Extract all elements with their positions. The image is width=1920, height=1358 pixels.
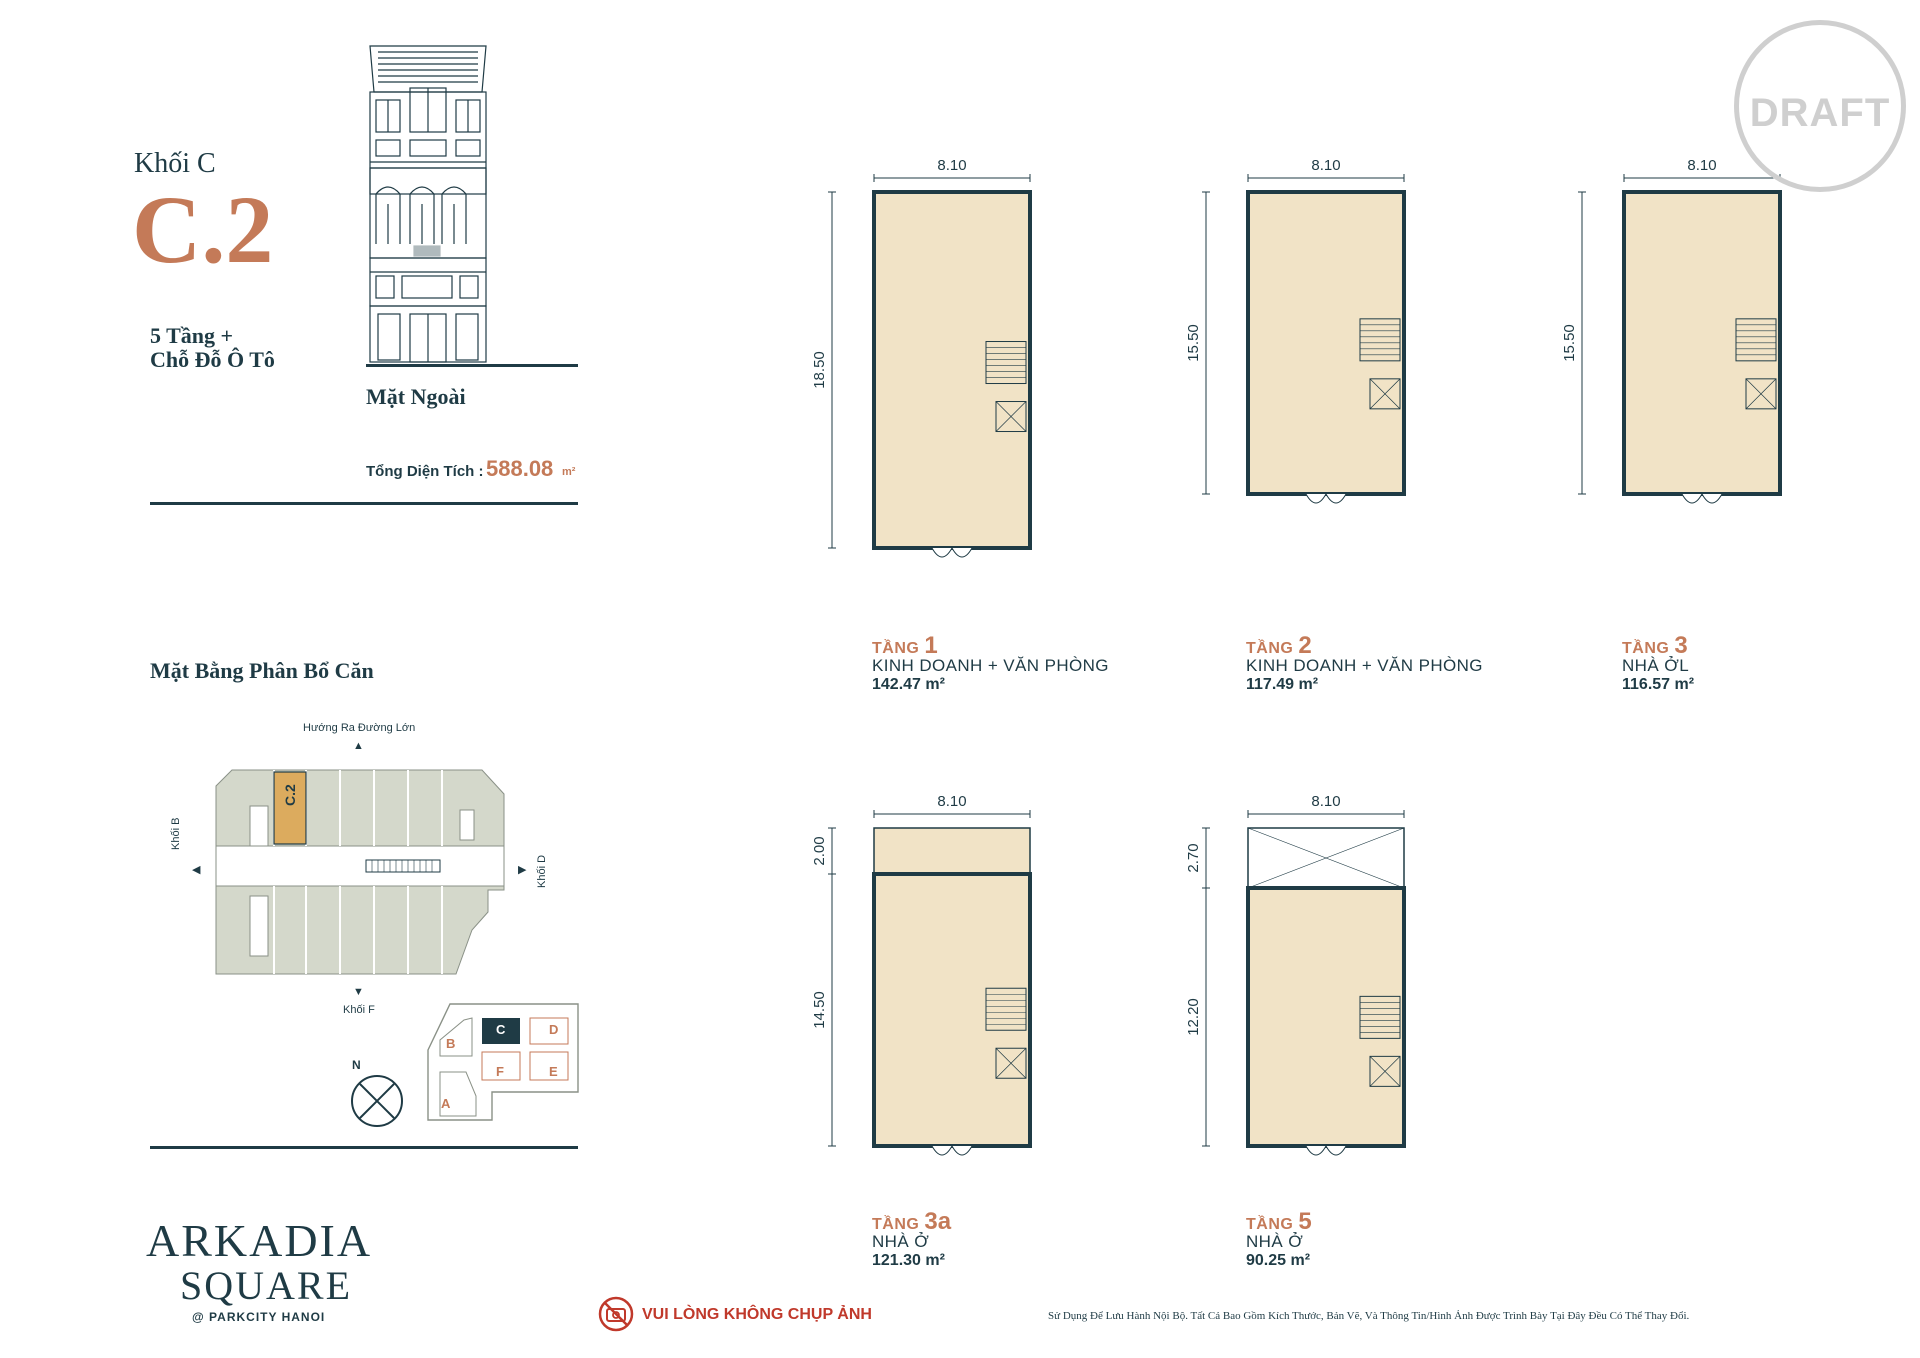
- arrow-down-icon: ▼: [353, 986, 364, 998]
- width-dimension-label: 8.10: [937, 157, 967, 174]
- floors-line-1: 5 Tầng +: [150, 323, 234, 348]
- floor-label: TẦNG: [872, 640, 920, 657]
- total-area-value: 588.08: [486, 456, 554, 481]
- plan-area-t1: 142.47 m²: [872, 676, 945, 693]
- arrow-left-icon: ◀: [192, 864, 201, 876]
- plan-use-t3: NHÀ ỞL: [1622, 656, 1690, 675]
- block-d-key: D: [549, 1022, 559, 1037]
- plan-use-t3a: NHÀ Ở: [872, 1232, 930, 1251]
- facade-caption: Mặt Ngoài: [366, 384, 466, 409]
- block-a-key: A: [441, 1096, 451, 1111]
- block-f-key: F: [496, 1064, 504, 1079]
- width-dimension-label: 8.10: [937, 793, 967, 810]
- floors-info: [150, 324, 275, 372]
- floors-line-2: Chỗ Đỗ Ô Tô: [150, 347, 275, 372]
- plan-area-t5: 90.25 m²: [1246, 1252, 1311, 1269]
- draft-stamp: [1734, 20, 1906, 192]
- brand-line-1: ARKADIA: [146, 1215, 373, 1266]
- site-plan-divider: [150, 1146, 578, 1149]
- block-e-key: E: [549, 1064, 558, 1079]
- depth-dimension-label: 2.70: [1185, 843, 1202, 873]
- balcony-zone: [874, 828, 1030, 874]
- north-road-label: Hướng Ra Đường Lớn: [303, 722, 416, 734]
- depth-dimension-label: 15.50: [1561, 324, 1578, 362]
- depth-dimension-label: 14.50: [811, 991, 828, 1029]
- no-camera-icon: [598, 1296, 634, 1332]
- block-c-key: C: [496, 1022, 506, 1037]
- width-dimension-label: 8.10: [1687, 157, 1717, 174]
- facade-ground-line: [366, 364, 578, 367]
- block-b-key: B: [446, 1036, 456, 1051]
- plan-use-t1: KINH DOANH + VĂN PHÒNG: [872, 656, 1109, 675]
- floor-number: 1: [924, 632, 938, 659]
- floor-slab: [874, 874, 1030, 1146]
- floor-number: 3a: [924, 1208, 952, 1235]
- floor-plan-t1: [794, 132, 1054, 618]
- header-divider: [150, 502, 578, 505]
- block-d-label: Khối D: [536, 854, 548, 888]
- unit-code: C.2: [132, 176, 274, 283]
- facade-elevation-drawing: [366, 44, 491, 366]
- width-dimension-label: 8.10: [1311, 157, 1341, 174]
- unit-tag-c2: C.2: [282, 784, 298, 806]
- site-plan-drawing: [216, 770, 506, 974]
- floor-plan-t3a: [794, 768, 1054, 1216]
- depth-dimension-label: 2.00: [811, 836, 828, 866]
- plan-area-t3: 116.57 m²: [1622, 676, 1695, 693]
- arrow-up-icon: ▲: [353, 740, 364, 752]
- floor-slab: [874, 192, 1030, 548]
- plan-use-t2: KINH DOANH + VĂN PHÒNG: [1246, 656, 1483, 675]
- floor-plan-t5: [1168, 768, 1428, 1216]
- floor-plan-t2: [1168, 132, 1428, 564]
- depth-dimension-label: 18.50: [811, 351, 828, 389]
- block-f-label: Khối F: [343, 1004, 375, 1016]
- floor-number: 5: [1298, 1208, 1312, 1235]
- disclaimer: Sử Dụng Để Lưu Hành Nội Bộ. Tất Cả Bao Gồm Kích Thước, Bản Vẽ, Và Thông Tin/Hình Ảnh Được Trình Bày Tại Đây Đều Có Thể Thay Đổi.: [1048, 1310, 1690, 1322]
- floor-label: TẦNG: [1622, 640, 1670, 657]
- block-b-label: Khối B: [170, 817, 182, 850]
- floor-number: 2: [1298, 632, 1312, 659]
- block-label: Khối C: [134, 148, 216, 179]
- floor-slab: [1248, 888, 1404, 1146]
- total-area-label: Tổng Diện Tích :: [366, 463, 484, 480]
- floor-label: TẦNG: [1246, 1216, 1294, 1233]
- brand-line-2: SQUARE: [180, 1263, 353, 1308]
- floor-number: 3: [1674, 632, 1688, 659]
- plan-use-t5: NHÀ Ở: [1246, 1232, 1304, 1251]
- depth-dimension-label: 15.50: [1185, 324, 1202, 362]
- depth-dimension-label: 12.20: [1185, 998, 1202, 1036]
- floor-label: TẦNG: [872, 1216, 920, 1233]
- floor-label: TẦNG: [1246, 640, 1294, 657]
- draft-stamp-text: DRAFT: [1749, 91, 1891, 135]
- compass-north-label: N: [352, 1058, 361, 1072]
- arrow-right-icon: ▶: [518, 864, 527, 876]
- plan-area-t2: 117.49 m²: [1246, 676, 1319, 693]
- no-photo-notice: VUI LÒNG KHÔNG CHỤP ẢNH: [642, 1306, 872, 1323]
- site-plan-title: Mặt Bằng Phân Bổ Căn: [150, 658, 374, 683]
- compass-icon: [350, 1074, 404, 1128]
- width-dimension-label: 8.10: [1311, 793, 1341, 810]
- floor-plan-t3: [1544, 132, 1804, 564]
- plan-area-t3a: 121.30 m²: [872, 1252, 945, 1269]
- total-area-unit: m²: [562, 466, 576, 478]
- brand-line-3: @ PARKCITY HANOI: [192, 1310, 326, 1324]
